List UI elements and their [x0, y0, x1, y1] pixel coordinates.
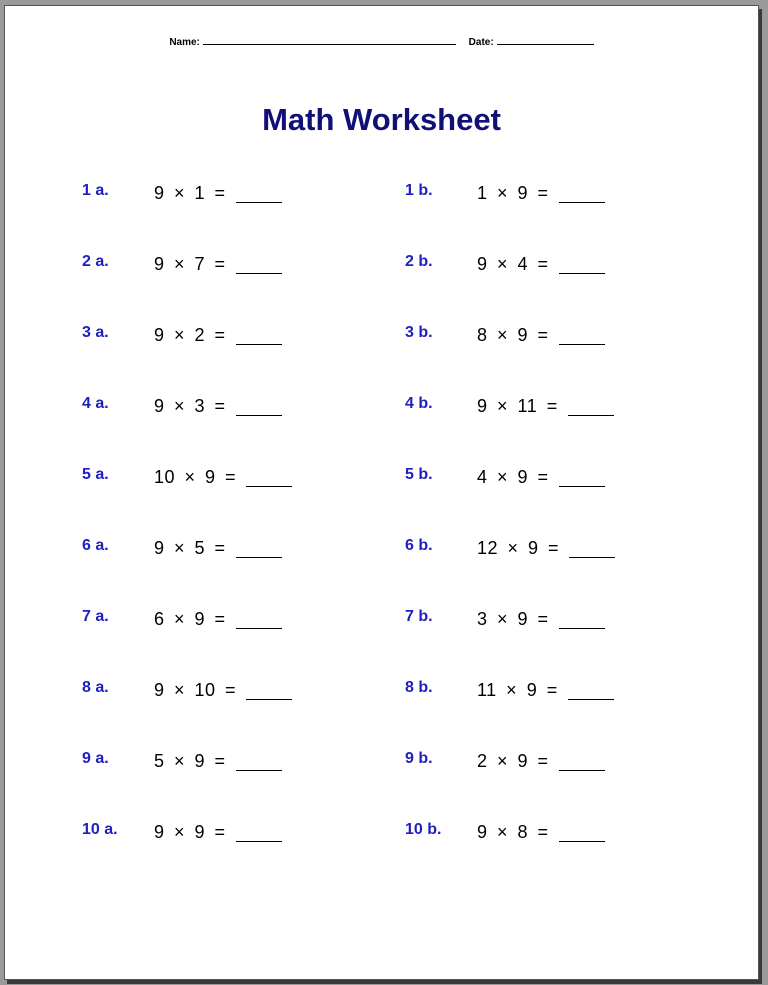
problem-left-6	[82, 531, 282, 561]
problem-number: 10 b.	[405, 821, 442, 838]
problem-number: 4 b.	[405, 395, 433, 412]
answer-blank[interactable]	[236, 401, 282, 416]
page-title: Math Worksheet	[262, 102, 501, 137]
problem-left-1	[82, 176, 282, 206]
answer-blank[interactable]	[236, 259, 282, 274]
problem-number: 3 a.	[82, 324, 109, 341]
worksheet-page	[4, 5, 759, 980]
problem-left-2	[82, 247, 282, 277]
name-label: Name:	[169, 37, 200, 48]
problem-expression: 10 × 9 =	[154, 466, 237, 487]
problem-expression: 9 × 1 =	[154, 182, 226, 203]
problem-number: 7 b.	[405, 608, 433, 625]
problem-left-3	[82, 318, 282, 348]
problem-left-4	[82, 389, 282, 419]
problem-expression: 12 × 9 =	[477, 537, 560, 558]
answer-blank[interactable]	[559, 330, 605, 345]
problem-expression: 9 × 8 =	[477, 821, 549, 842]
answer-blank[interactable]	[246, 685, 292, 700]
problem-right-6	[405, 531, 615, 561]
answer-blank[interactable]	[559, 614, 605, 629]
problem-number: 5 a.	[82, 466, 109, 483]
answer-blank[interactable]	[559, 259, 605, 274]
problem-expression: 5 × 9 =	[154, 750, 226, 771]
name-field[interactable]	[203, 35, 456, 45]
problem-expression: 8 × 9 =	[477, 324, 549, 345]
problem-expression: 9 × 4 =	[477, 253, 549, 274]
answer-blank[interactable]	[569, 543, 615, 558]
problem-expression: 9 × 3 =	[154, 395, 226, 416]
problem-right-7	[405, 602, 605, 632]
answer-blank[interactable]	[236, 188, 282, 203]
problem-right-3	[405, 318, 605, 348]
problem-number: 1 b.	[405, 182, 433, 199]
problem-number: 1 a.	[82, 182, 109, 199]
problem-left-5	[82, 460, 292, 490]
problem-expression: 1 × 9 =	[477, 182, 549, 203]
problem-number: 10 a.	[82, 821, 118, 838]
answer-blank[interactable]	[559, 827, 605, 842]
problem-number: 7 a.	[82, 608, 109, 625]
problem-expression: 9 × 7 =	[154, 253, 226, 274]
answer-blank[interactable]	[568, 685, 614, 700]
answer-blank[interactable]	[236, 614, 282, 629]
problem-left-8	[82, 673, 292, 703]
problem-expression: 9 × 9 =	[154, 821, 226, 842]
answer-blank[interactable]	[559, 472, 605, 487]
problem-left-9	[82, 744, 282, 774]
problem-right-9	[405, 744, 605, 774]
problem-number: 5 b.	[405, 466, 433, 483]
problem-expression: 11 × 9 =	[477, 679, 558, 700]
problem-number: 6 b.	[405, 537, 433, 554]
problem-right-10	[405, 815, 605, 845]
problem-expression: 6 × 9 =	[154, 608, 226, 629]
date-field[interactable]	[497, 35, 594, 45]
problem-number: 8 b.	[405, 679, 433, 696]
answer-blank[interactable]	[236, 543, 282, 558]
problem-number: 9 b.	[405, 750, 433, 767]
answer-blank[interactable]	[568, 401, 614, 416]
problem-expression: 9 × 5 =	[154, 537, 226, 558]
problem-expression: 4 × 9 =	[477, 466, 549, 487]
answer-blank[interactable]	[236, 330, 282, 345]
answer-blank[interactable]	[559, 188, 605, 203]
answer-blank[interactable]	[246, 472, 292, 487]
answer-blank[interactable]	[236, 827, 282, 842]
problem-left-7	[82, 602, 282, 632]
problem-expression: 9 × 10 =	[154, 679, 237, 700]
problem-number: 8 a.	[82, 679, 109, 696]
answer-blank[interactable]	[236, 756, 282, 771]
date-label: Date:	[468, 37, 494, 48]
header-line	[5, 35, 758, 48]
answer-blank[interactable]	[559, 756, 605, 771]
problem-expression: 2 × 9 =	[477, 750, 549, 771]
problem-number: 4 a.	[82, 395, 109, 412]
problem-right-4	[405, 389, 614, 419]
problem-number: 9 a.	[82, 750, 109, 767]
problem-right-5	[405, 460, 605, 490]
problem-right-2	[405, 247, 605, 277]
problem-expression: 3 × 9 =	[477, 608, 549, 629]
problem-number: 2 b.	[405, 253, 433, 270]
problem-right-1	[405, 176, 605, 206]
problem-number: 3 b.	[405, 324, 433, 341]
problem-left-10	[82, 815, 282, 845]
problem-number: 2 a.	[82, 253, 109, 270]
problem-number: 6 a.	[82, 537, 109, 554]
problem-right-8	[405, 673, 614, 703]
problem-expression: 9 × 11 =	[477, 395, 558, 416]
problem-expression: 9 × 2 =	[154, 324, 226, 345]
